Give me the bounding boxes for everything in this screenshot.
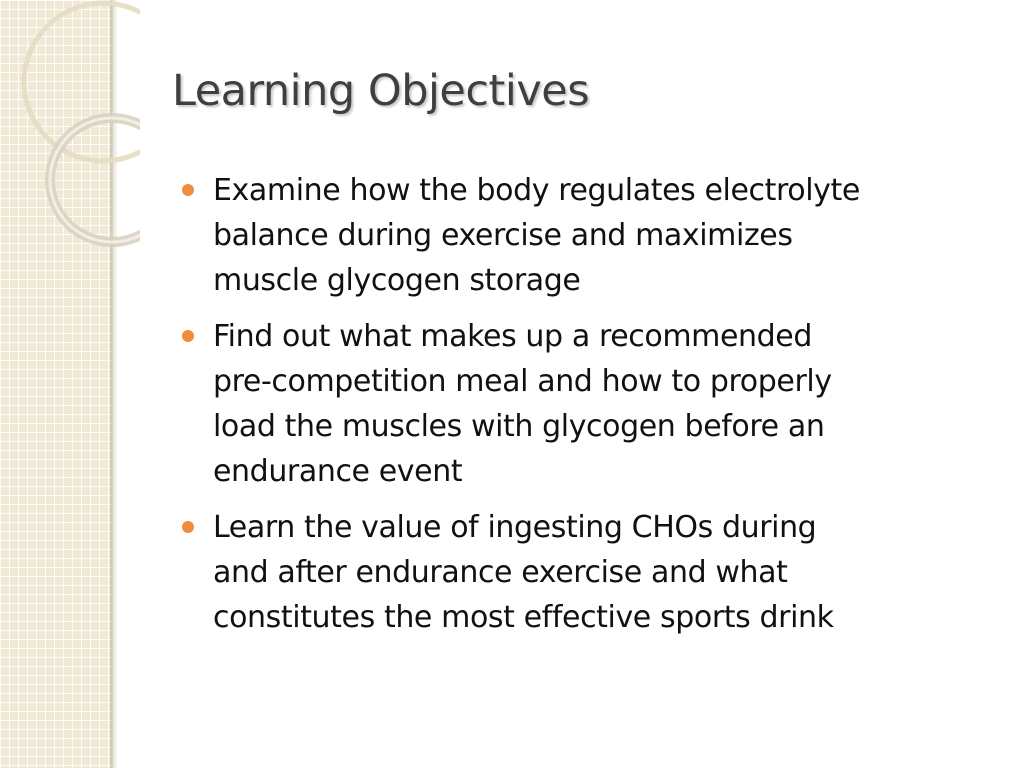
bullet-line: Examine how the body regulates electrolyte bbox=[213, 173, 860, 208]
objectives-list bbox=[182, 168, 982, 651]
orange-dot-icon bbox=[182, 521, 194, 533]
bullet-line: Find out what makes up a recommended bbox=[213, 319, 812, 354]
bullet-line: load the muscles with glycogen before an bbox=[213, 409, 825, 444]
bullet-line: muscle glycogen storage bbox=[213, 263, 581, 298]
bullet-line: Learn the value of ingesting CHOs during bbox=[213, 510, 817, 545]
bullet-line: balance during exercise and maximizes bbox=[213, 218, 793, 253]
bullet-line: and after endurance exercise and what bbox=[213, 555, 788, 590]
list-item bbox=[182, 505, 982, 640]
slide-title: Learning Objectives bbox=[172, 66, 590, 116]
bullet-line: endurance event bbox=[213, 454, 463, 489]
bullet-line: constitutes the most effective sports drink bbox=[213, 600, 834, 635]
rings-decoration bbox=[0, 0, 140, 260]
orange-dot-icon bbox=[182, 330, 194, 342]
list-item bbox=[182, 314, 982, 494]
list-item bbox=[182, 168, 982, 303]
bullet-line: pre-competition meal and how to properly bbox=[213, 364, 832, 399]
orange-dot-icon bbox=[182, 184, 194, 196]
